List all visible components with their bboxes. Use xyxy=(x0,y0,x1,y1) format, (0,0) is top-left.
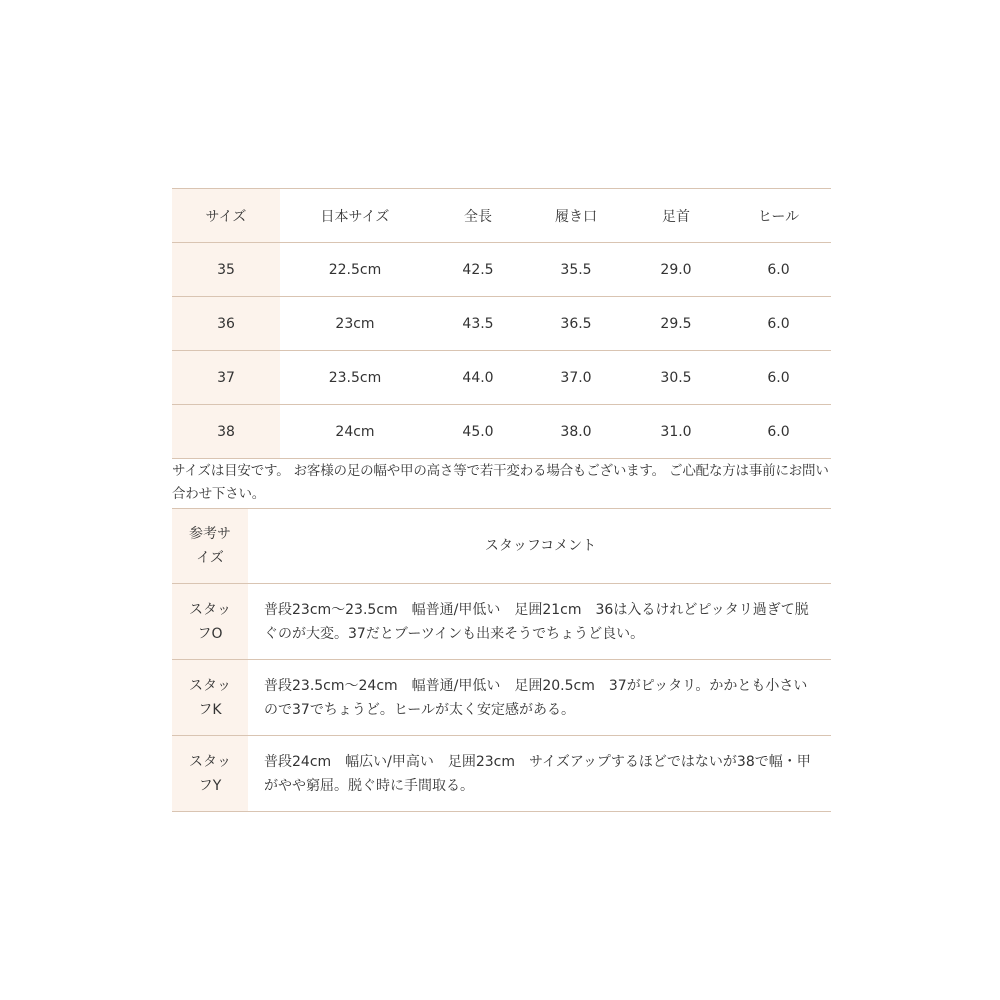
staff-label-line: スタッ xyxy=(189,601,231,618)
reference-size-header xyxy=(172,509,248,584)
heel-cell: 6.0 xyxy=(726,405,831,459)
japan-size-cell: 22.5cm xyxy=(280,243,430,297)
staff-label xyxy=(172,736,248,812)
heel-cell: 6.0 xyxy=(726,297,831,351)
staff-comment: 普段23cm～23.5cm 幅普通/甲低い 足囲21cm 36は入るけれどピッタリ過ぎて脱ぐのが大変。37だとブーツインも出来そうでちょうど良い。 xyxy=(248,584,831,660)
header-label-line: イズ xyxy=(196,550,224,566)
ankle-cell: 29.0 xyxy=(626,243,726,297)
table-row xyxy=(172,584,831,660)
staff-label xyxy=(172,660,248,736)
staff-label-line: スタッ xyxy=(189,677,231,694)
header-label-line: 参考サ xyxy=(189,526,231,542)
ankle-cell: 29.5 xyxy=(626,297,726,351)
header-total-length: 全長 xyxy=(430,189,526,243)
header-japan-size: 日本サイズ xyxy=(280,189,430,243)
size-note: サイズは目安です。 お客様の足の幅や甲の高さ等で若干変わる場合もございます。 ご心配な方は事前にお問い合わせ下さい。 xyxy=(172,459,831,509)
staff-label-line: フY xyxy=(198,777,222,794)
japan-size-cell: 24cm xyxy=(280,405,430,459)
ankle-cell: 30.5 xyxy=(626,351,726,405)
total-length-cell: 42.5 xyxy=(430,243,526,297)
table-row xyxy=(172,243,831,297)
staff-comment: 普段23.5cm～24cm 幅普通/甲低い 足囲20.5cm 37がピッタリ。かかとも小さいので37でちょうど。ヒールが太く安定感がある。 xyxy=(248,660,831,736)
total-length-cell: 45.0 xyxy=(430,405,526,459)
size-cell: 38 xyxy=(172,405,280,459)
total-length-cell: 44.0 xyxy=(430,351,526,405)
header-heel: ヒール xyxy=(726,189,831,243)
size-cell: 35 xyxy=(172,243,280,297)
japan-size-cell: 23cm xyxy=(280,297,430,351)
table-row xyxy=(172,405,831,459)
staff-comment-table xyxy=(172,509,831,812)
table-row xyxy=(172,297,831,351)
size-guide xyxy=(172,188,831,812)
staff-comment-header: スタッフコメント xyxy=(248,509,831,584)
size-cell: 36 xyxy=(172,297,280,351)
opening-cell: 38.0 xyxy=(526,405,626,459)
heel-cell: 6.0 xyxy=(726,351,831,405)
table-row xyxy=(172,736,831,812)
total-length-cell: 43.5 xyxy=(430,297,526,351)
staff-table-header-row xyxy=(172,509,831,584)
size-table xyxy=(172,188,831,459)
header-ankle: 足首 xyxy=(626,189,726,243)
opening-cell: 35.5 xyxy=(526,243,626,297)
table-row xyxy=(172,660,831,736)
table-row xyxy=(172,351,831,405)
staff-comment: 普段24cm 幅広い/甲高い 足囲23cm サイズアップするほどではないが38で幅・甲がやや窮屈。脱ぐ時に手間取る。 xyxy=(248,736,831,812)
opening-cell: 36.5 xyxy=(526,297,626,351)
staff-label-line: フO xyxy=(197,625,223,642)
staff-label xyxy=(172,584,248,660)
size-table-header-row xyxy=(172,189,831,243)
size-cell: 37 xyxy=(172,351,280,405)
header-size: サイズ xyxy=(172,189,280,243)
ankle-cell: 31.0 xyxy=(626,405,726,459)
japan-size-cell: 23.5cm xyxy=(280,351,430,405)
heel-cell: 6.0 xyxy=(726,243,831,297)
header-opening: 履き口 xyxy=(526,189,626,243)
staff-label-line: スタッ xyxy=(189,753,231,770)
opening-cell: 37.0 xyxy=(526,351,626,405)
staff-label-line: フK xyxy=(198,701,222,718)
